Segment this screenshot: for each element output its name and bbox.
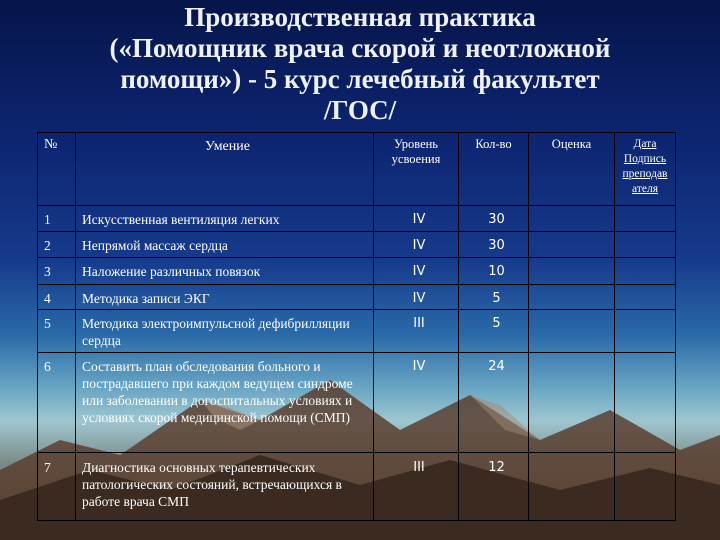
row-skill: Составить план обследования больного и пострадавшего при каждом ведущем синдроме или заболевании в догоспитальных условиях и условиях скорой медицинской помощи (СМП) bbox=[76, 353, 374, 453]
row-sign-cell[interactable] bbox=[615, 206, 676, 232]
row-grade-cell[interactable] bbox=[529, 310, 615, 353]
skills-table bbox=[37, 132, 676, 521]
table-header-row bbox=[38, 133, 676, 206]
title-line-4: /ГОС/ bbox=[323, 95, 397, 125]
row-sign-cell[interactable] bbox=[615, 353, 676, 453]
table-row bbox=[38, 258, 676, 285]
row-num: 4 bbox=[38, 285, 76, 310]
row-sign-cell[interactable] bbox=[615, 258, 676, 285]
row-count: 12 bbox=[459, 453, 529, 521]
header-sign: Дата Подпись преподав ателя bbox=[615, 133, 676, 206]
table-row bbox=[38, 453, 676, 521]
row-sign-cell[interactable] bbox=[615, 232, 676, 258]
row-grade-cell[interactable] bbox=[529, 258, 615, 285]
row-skill: Непрямой массаж сердца bbox=[76, 232, 374, 258]
row-count: 5 bbox=[459, 285, 529, 310]
row-num: 6 bbox=[38, 353, 76, 453]
header-num: № bbox=[38, 133, 76, 206]
row-skill: Методика электроимпульсной дефибрилляции сердца bbox=[76, 310, 374, 353]
table-row bbox=[38, 232, 676, 258]
title-line-1: Производственная практика bbox=[184, 2, 536, 32]
row-num: 3 bbox=[38, 258, 76, 285]
row-level: III bbox=[374, 310, 459, 353]
row-level: IV bbox=[374, 232, 459, 258]
table-row bbox=[38, 206, 676, 232]
row-grade-cell[interactable] bbox=[529, 453, 615, 521]
row-sign-cell[interactable] bbox=[615, 310, 676, 353]
title-line-3: помощи») - 5 курс лечебный факультет bbox=[120, 64, 600, 94]
row-grade-cell[interactable] bbox=[529, 206, 615, 232]
row-num: 2 bbox=[38, 232, 76, 258]
row-level: IV bbox=[374, 353, 459, 453]
row-level: III bbox=[374, 453, 459, 521]
header-grade: Оценка bbox=[529, 133, 615, 206]
row-count: 30 bbox=[459, 206, 529, 232]
row-num: 5 bbox=[38, 310, 76, 353]
row-level: IV bbox=[374, 285, 459, 310]
table-row bbox=[38, 310, 676, 353]
row-skill: Наложение различных повязок bbox=[76, 258, 374, 285]
header-skill: Умение bbox=[76, 133, 374, 206]
row-grade-cell[interactable] bbox=[529, 285, 615, 310]
row-skill: Методика записи ЭКГ bbox=[76, 285, 374, 310]
row-count: 10 bbox=[459, 258, 529, 285]
row-sign-cell[interactable] bbox=[615, 285, 676, 310]
row-level: IV bbox=[374, 258, 459, 285]
row-skill: Диагностика основных терапевтических патологических состояний, встречающихся в работе врача СМП bbox=[76, 453, 374, 521]
row-count: 30 bbox=[459, 232, 529, 258]
slide-title bbox=[60, 2, 660, 126]
table-row bbox=[38, 353, 676, 453]
row-num: 1 bbox=[38, 206, 76, 232]
row-skill: Искусственная вентиляция легких bbox=[76, 206, 374, 232]
header-count: Кол-во bbox=[459, 133, 529, 206]
row-sign-cell[interactable] bbox=[615, 453, 676, 521]
row-count: 5 bbox=[459, 310, 529, 353]
row-level: IV bbox=[374, 206, 459, 232]
row-count: 24 bbox=[459, 353, 529, 453]
row-grade-cell[interactable] bbox=[529, 232, 615, 258]
header-level: Уровень усвоения bbox=[374, 133, 459, 206]
table-row bbox=[38, 285, 676, 310]
row-num: 7 bbox=[38, 453, 76, 521]
row-grade-cell[interactable] bbox=[529, 353, 615, 453]
title-line-2: («Помощник врача скорой и неотложной bbox=[109, 33, 611, 63]
